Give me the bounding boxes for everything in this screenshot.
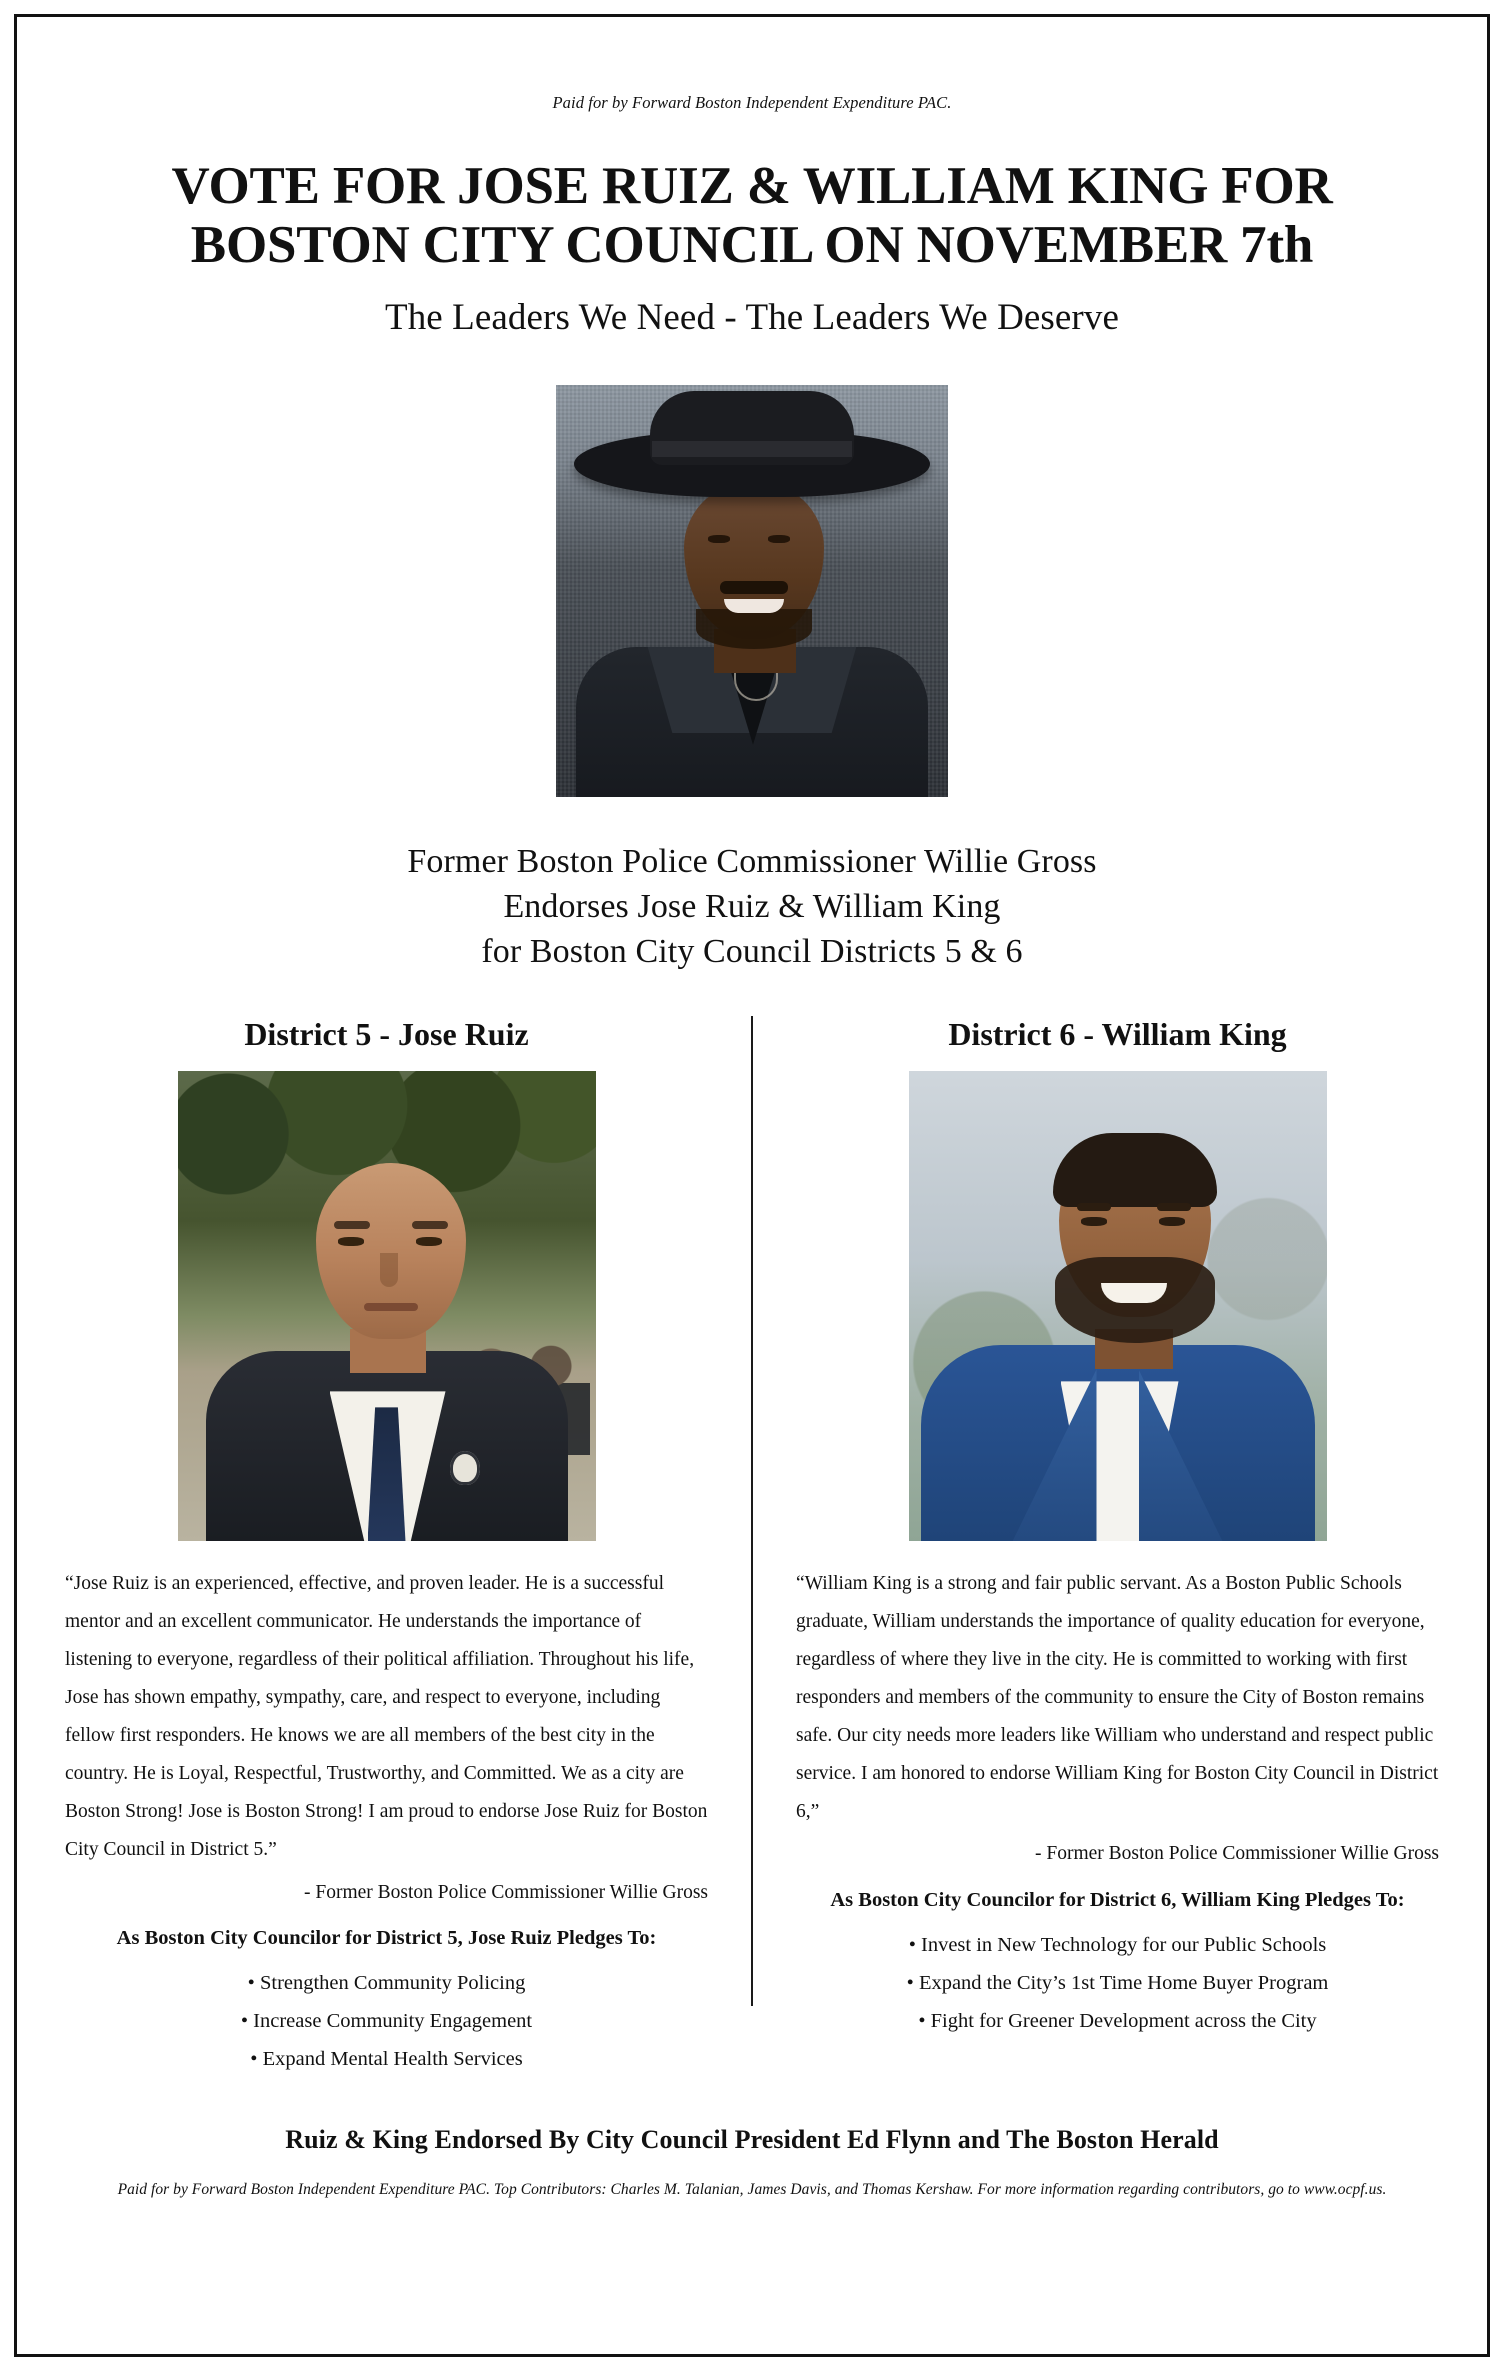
- photo-beard: [696, 609, 812, 649]
- candidates-columns: [65, 1016, 1439, 2079]
- list-item: • Expand the City’s 1st Time Home Buyer Program: [796, 1965, 1439, 2003]
- endorsement-statement: [65, 839, 1439, 975]
- willie-gross-photo: [556, 385, 948, 797]
- photo-hat-band: [652, 441, 852, 457]
- candidate-column-district-5: [65, 1016, 752, 2079]
- pledge-list-ruiz: [65, 1965, 708, 2079]
- candidate-quote-king: “William King is a strong and fair public servant. As a Boston Public Schools graduate, William understands the importance of quality education for everyone, regardless of where they live in the city. He is committed to working with first responders and members of the community to ensure the City of Boston remains safe. Our city needs more leaders like William who understand and respect public service. I am honored to endorse William King for Boston City Council in District 6,”: [796, 1573, 1439, 1823]
- hero-photo-wrapper: [65, 385, 1439, 797]
- candidate-title-ruiz: District 5 - Jose Ruiz: [244, 1016, 529, 1053]
- photo-eye-right: [768, 535, 790, 543]
- list-item: • Expand Mental Health Services: [65, 2041, 708, 2079]
- bottom-endorsement: Ruiz & King Endorsed By City Council President Ed Flynn and The Boston Herald: [285, 2125, 1219, 2155]
- paid-for-disclaimer-top: Paid for by Forward Boston Independent Expenditure PAC.: [552, 93, 952, 112]
- ruiz-photo-wrapper: [65, 1071, 708, 1541]
- endorsement-line-1: Former Boston Police Commissioner Willie Gross: [407, 842, 1097, 880]
- list-item: • Invest in New Technology for our Public Schools: [796, 1927, 1439, 1965]
- photo-eye-right: [1159, 1217, 1185, 1226]
- photo-brow-right: [412, 1221, 448, 1229]
- column-divider: [751, 1016, 753, 2006]
- quote-attribution-ruiz: - Former Boston Police Commissioner Willie Gross: [303, 1881, 708, 1903]
- photo-hair: [1053, 1133, 1217, 1207]
- photo-eye-right: [416, 1237, 442, 1246]
- photo-mustache: [720, 581, 788, 594]
- list-item: • Fight for Greener Development across the City: [796, 2003, 1439, 2041]
- pledge-list-king: [796, 1927, 1439, 2041]
- paid-for-disclaimer-bottom: Paid for by Forward Boston Independent Expenditure PAC. Top Contributors: Charles M. Talanian, James Davis, and Thomas Kershaw. For more information regarding contributors, go to www.ocpf.us.: [117, 2181, 1387, 2199]
- king-photo-wrapper: [796, 1071, 1439, 1541]
- photo-nose: [380, 1253, 398, 1287]
- photo-mouth: [724, 599, 784, 613]
- photo-lapel-pin: [450, 1451, 480, 1485]
- page-title: VOTE FOR JOSE RUIZ & WILLIAM KING FOR BOSTON CITY COUNCIL ON NOVEMBER 7th: [171, 157, 1333, 275]
- subtitle: The Leaders We Need - The Leaders We Deserve: [385, 296, 1119, 338]
- pledge-heading-ruiz: As Boston City Councilor for District 5, Jose Ruiz Pledges To:: [116, 1926, 657, 1949]
- photo-brow-left: [1077, 1203, 1111, 1211]
- photo-brow-left: [334, 1221, 370, 1229]
- photo-brow-right: [1157, 1203, 1191, 1211]
- jose-ruiz-photo: [178, 1071, 596, 1541]
- photo-eye-left: [338, 1237, 364, 1246]
- photo-face: [316, 1163, 466, 1339]
- candidate-column-district-6: [752, 1016, 1439, 2079]
- william-king-photo: [909, 1071, 1327, 1541]
- flyer-border-frame: [14, 14, 1490, 2357]
- candidate-title-king: District 6 - William King: [948, 1016, 1287, 1053]
- photo-eye-left: [1081, 1217, 1107, 1226]
- endorsement-line-3: for Boston City Council Districts 5 & 6: [481, 933, 1023, 971]
- quote-attribution-king: - Former Boston Police Commissioner Willie Gross: [1034, 1843, 1439, 1865]
- photo-smile: [1101, 1283, 1167, 1303]
- photo-eye-left: [708, 535, 730, 543]
- endorsement-line-2: Endorses Jose Ruiz & William King: [503, 887, 1001, 925]
- candidate-quote-ruiz: “Jose Ruiz is an experienced, effective, and proven leader. He is a successful mentor and an excellent communicator. He understands the importance of listening to everyone, regardless of their political affiliation. Throughout his life, Jose has shown empathy, sympathy, care, and respect to everyone, including fellow first responders. He knows we are all members of the best city in the country. He is Loyal, Respectful, Trustworthy, and Committed. We as a city are Boston Strong! Jose is Boston Strong! I am proud to endorse Jose Ruiz for Boston City Council in District 5.”: [65, 1573, 708, 1861]
- pledge-heading-king: As Boston City Councilor for District 6, William King Pledges To:: [830, 1888, 1405, 1911]
- list-item: • Strengthen Community Policing: [65, 1965, 708, 2003]
- photo-mouth: [364, 1303, 418, 1311]
- list-item: • Increase Community Engagement: [65, 2003, 708, 2041]
